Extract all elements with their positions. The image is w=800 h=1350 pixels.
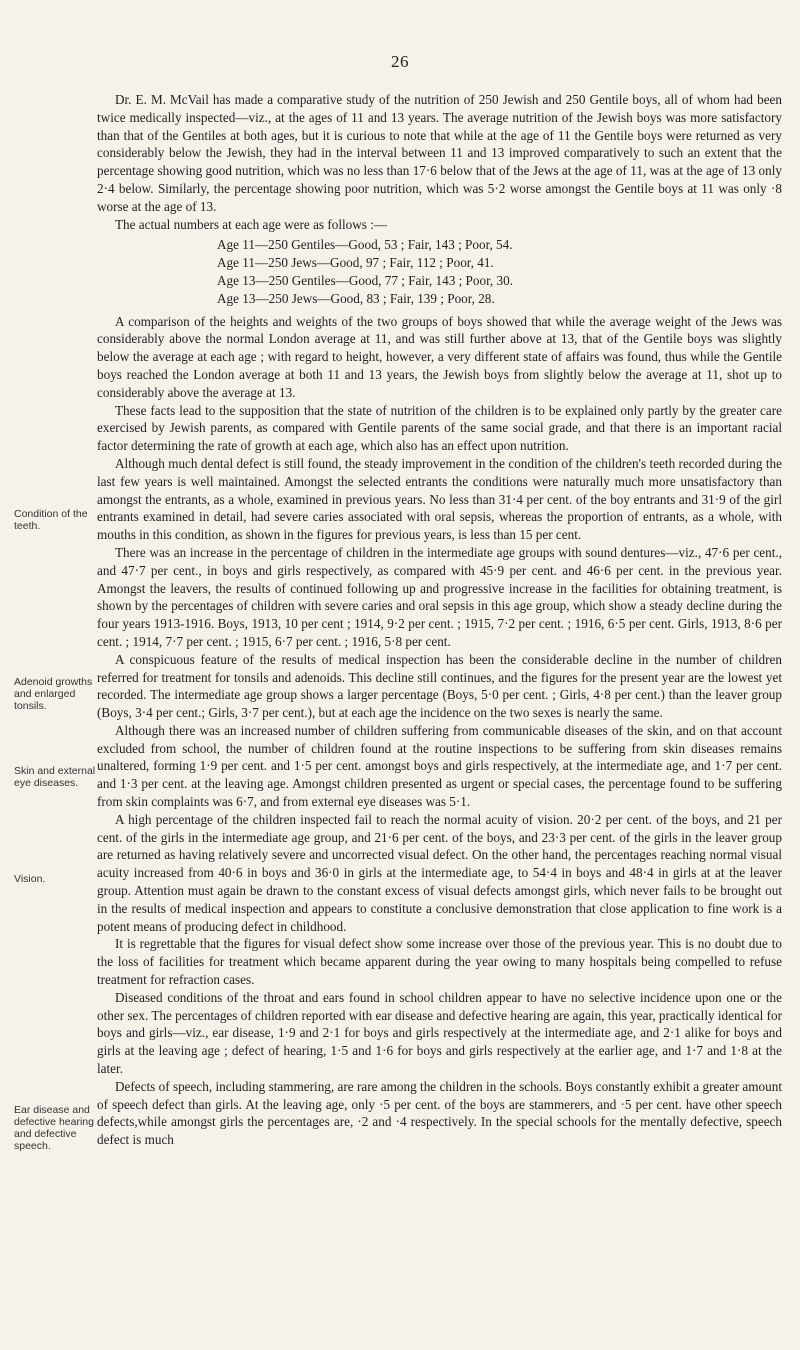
margin-note-vision: Vision. bbox=[14, 873, 46, 885]
paragraph-dentures: There was an increase in the percentage of children in the intermediate age groups with sound dentures—viz., 47·6 per cent., and 47·7 per cent., in boys and girls respectively, as compared with 45·9 per cent. and 46·6 per cent. in the previous year. Amongst the leavers, the results of continued following up and progressive increase in the facilities for obtaining treatment, is shown by the percentages of children with severe caries and oral sepsis in this age group, which show a steady decline during the four years 1913-1916. Boys, 1913, 10 per cent ; 1914, 9·2 per cent. ; 1915, 7·2 per cent. ; 1916, 6·5 per cent. Girls, 1913, 8·6 per cent. ; 1914, 7·7 per cent. ; 1915, 6·7 per cent. ; 1916, 5·8 per cent. bbox=[97, 544, 782, 649]
paragraph-skin: Although there was an increased number of children suffering from communicable diseases of the skin, and on that account excluded from school, the number of children found at the routine inspections to be suffering from skin diseases remains unaltered, forming 1·9 per cent. and 1·5 per cent. amongst boys and girls respectively, at the intermediate age, and 1·7 per cent. and 1·3 per cent. at the leaving age. Amongst children presented as urgent or special cases, the percentage found to be suffering from skin complaints was 6·7, and from external eye diseases was 5·1. bbox=[97, 722, 782, 810]
paragraph-supposition: These facts lead to the supposition that the state of nutrition of the children is to be explained only partly by the greater care exercised by Jewish parents, as compared with Gentile parents of the same social grade, and that there is an important racial factor determining the rate of growth at each age, which also has an effect upon nutrition. bbox=[97, 402, 782, 454]
age-list-item: Age 11—250 Gentiles—Good, 53 ; Fair, 143 ; Poor, 54. bbox=[217, 237, 513, 253]
page-number: 26 bbox=[391, 52, 409, 71]
margin-note-teeth: Condition of the teeth. bbox=[14, 508, 88, 532]
paragraph-visual-defect: It is regrettable that the figures for visual defect show some increase over those of the previous year. This is no doubt due to the loss of facilities for treatment which became apparent during the year owing to many hospitals being compelled to refuse treatment for refraction cases. bbox=[97, 936, 782, 988]
paragraph-vision: A high percentage of the children inspected fail to reach the normal acuity of vision. 20·2 per cent. of the boys, and 21 per cent. of the girls in the intermediate age group, and 21·6 per cent. of the boys, and 23·3 per cent. of the girls in the leaver group are returned as having relatively severe and uncorrected visual defect. On the other hand, the percentages reaching normal visual acuity increased from 40·6 in boys and 36·0 in girls at the intermediate age, to 54·4 in boys and 48·4 in girls at at the leaver group. Attention must again be drawn to the constant excess of visual defects amongst girls, which never fails to be brought out in the results of medical inspection and appears to constitute a conclusive demonstration that close application to fine work is a potent means of producing defect in childhood. bbox=[97, 811, 782, 934]
age-list-item: Age 13—250 Gentiles—Good, 77 ; Fair, 143 ; Poor, 30. bbox=[217, 272, 514, 288]
margin-note-skin: Skin and external eye diseases. bbox=[14, 765, 96, 789]
paragraph-speech: Defects of speech, including stammering, are rare among the children in the schools. Boys constantly exhibit a greater amount of speech defect than girls. At the leaving age, only ·5 per cent. of the boys are stammerers, and ·5 per cent. have other speech defects,while amongst girls the percentages are, ·2 and ·4 respectively. In the special schools for the mentally defective, speech defect is much bbox=[97, 1078, 782, 1148]
paragraph-heights-weights: A comparison of the heights and weights of the two groups of boys showed that while the average weight of the Jews was considerably above the normal London average at 11, and was still further above at 13, that of the Gentile boys was slightly below the average at each age ; with regard to height, however, a very different state of affairs was found, thus while the Gentile boys reached the London average at both 11 and 13 years, the Jewish boys from slightly below the average at 11, shot up to considerably above the average at 13. bbox=[97, 313, 782, 400]
body-text bbox=[97, 91, 782, 1149]
paragraph-teeth: Although much dental defect is still found, the steady improvement in the condition of the children's teeth recorded during the last few years is well maintained. Amongst the selected entrants the conditions were naturally much more unsatisfactory than amongst the entrants, as a whole, examined in previous years. No less than 31·4 per cent. of the boy entrants and 31·9 of the girl entrants examined in detail, had severe caries associated with oral sepsis, whereas the proportion of entrants, as a whole, with mouths in this condition, as shown in the figures for previous years, is less than 15 per cent. bbox=[97, 455, 782, 543]
margin-note-ear-speech: Ear disease and defective hearing and defective speech. bbox=[14, 1104, 94, 1152]
margin-note-tonsils: Adenoid growths and enlarged tonsils. bbox=[14, 676, 93, 712]
age-list-item: Age 13—250 Jews—Good, 83 ; Fair, 139 ; Poor, 28. bbox=[217, 290, 495, 306]
paragraph-ear-disease: Diseased conditions of the throat and ears found in school children appear to have no selective incidence upon one or the other sex. The percentages of children reported with ear disease and defective hearing are again, this year, practically identical for boys and girls—viz., ear disease, 1·9 and 2·1 for boys and girls respectively at the intermediate age, and 2·1 alike for boys and girls at the leaving age ; defect of hearing, 1·5 and 1·6 for boys and girls respectively at the earlier age, and 1·7 and 1·8 at the later. bbox=[97, 989, 782, 1077]
paragraph-nutrition-study: Dr. E. M. McVail has made a comparative study of the nutrition of 250 Jewish and 250 Gentile boys, all of whom had been twice medically inspected—viz., at the ages of 11 and 13 years. The average nutrition of the Jewish boys was more satisfactory than that of the Gentiles at both ages, but it is curious to note that while at the age of 11 the Gentile boys were returned as very considerably below the Jewish, they had in the interval between 11 and 13 improved comparatively to such an extent that the percentage showing good nutrition, which was no less than 17·6 below that of the Jews at the age of 11, was at the age of 13 only 2·4 below. Similarly, the percentage showing poor nutrition, which was 5·2 worse amongst the Gentile boys at 11 was only ·8 worse at the age of 13. bbox=[97, 92, 782, 214]
age-list-item: Age 11—250 Jews—Good, 97 ; Fair, 112 ; Poor, 41. bbox=[217, 255, 494, 271]
age-list bbox=[217, 236, 782, 307]
paragraph-actual-numbers: The actual numbers at each age were as follows :— bbox=[115, 216, 388, 232]
paragraph-tonsils: A conspicuous feature of the results of medical inspection has been the considerable decline in the number of children referred for treatment for tonsils and adenoids. This decline still continues, and the figures for the present year are the lowest yet recorded. The intermediate age group shows a larger percentage (Boys, 5·0 per cent. ; Girls, 4·8 per cent.) than the leaver group (Boys, 3·4 per cent.; Girls, 3·7 per cent.), but at each age the incidence on the two sexes is nearly the same. bbox=[97, 651, 782, 721]
